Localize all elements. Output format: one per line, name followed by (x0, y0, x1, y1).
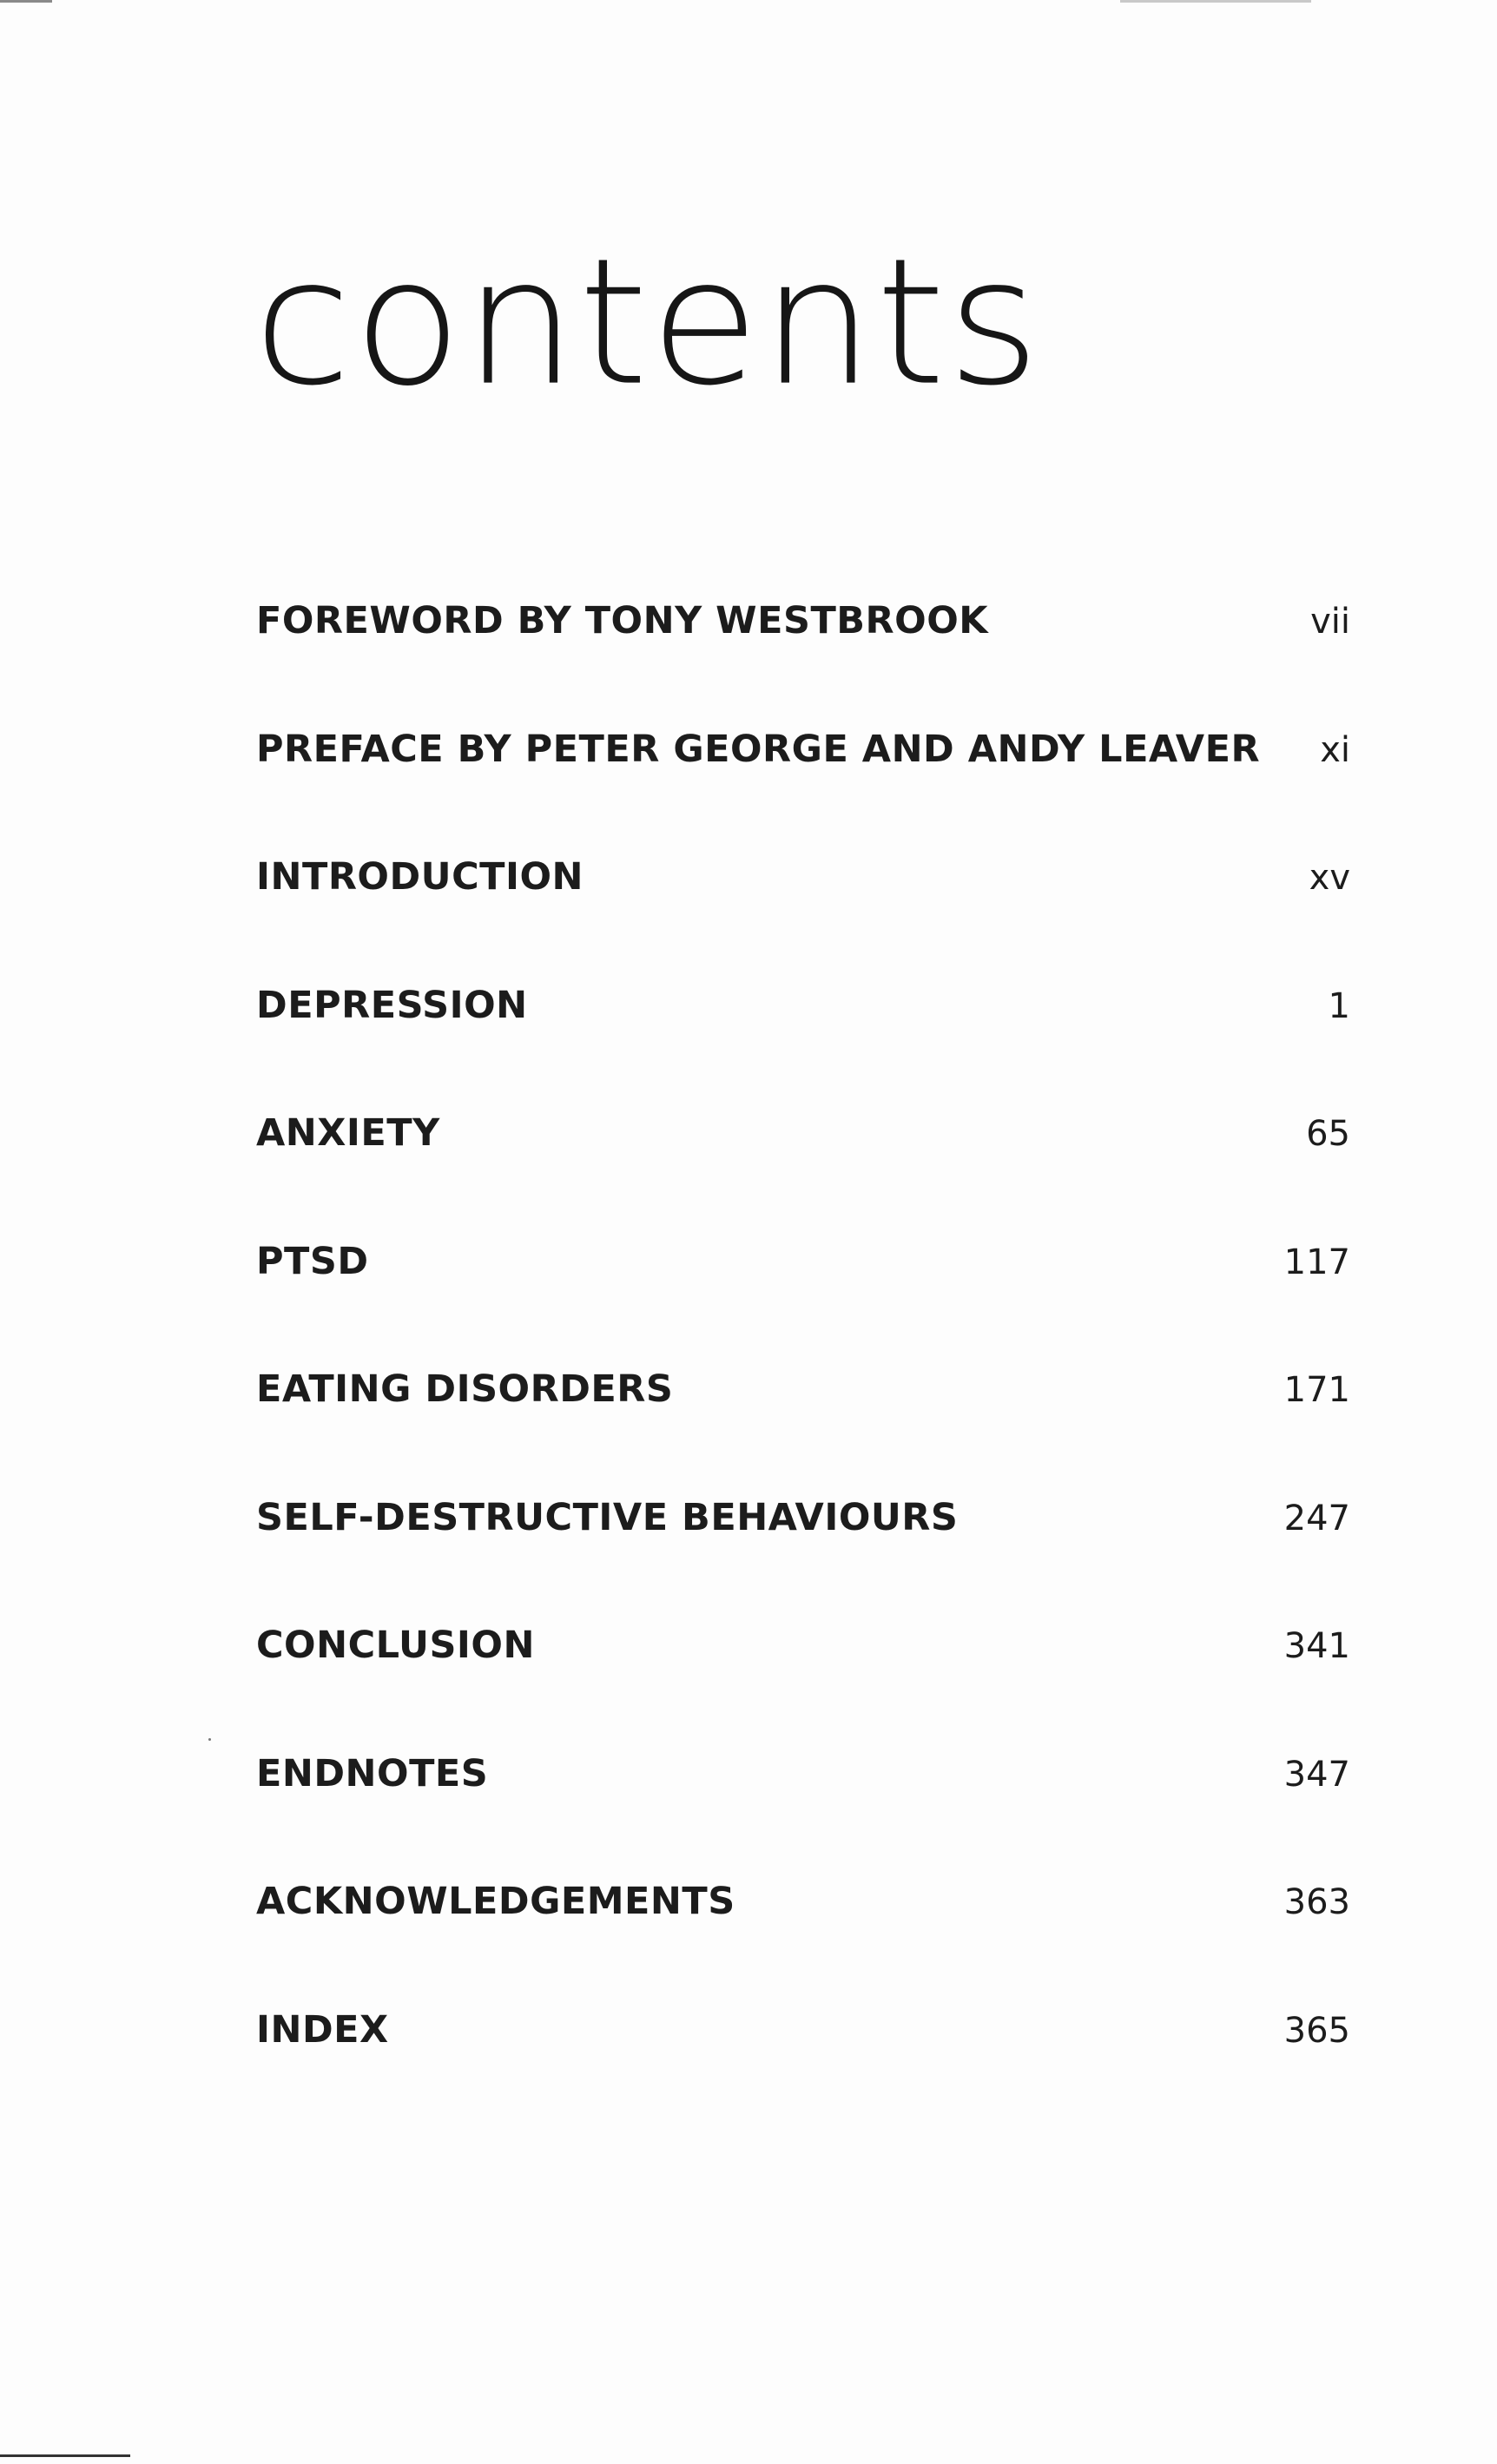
scan-edge-mark (0, 2454, 130, 2457)
toc-entry-page-number: 117 (1283, 1242, 1350, 1282)
toc-entry-depression[interactable] (256, 984, 1350, 1112)
toc-entry-page-number: 171 (1283, 1370, 1350, 1410)
toc-entry-label: SELF-DESTRUCTIVE BEHAVIOURS (256, 1495, 959, 1539)
toc-entry-label: PTSD (256, 1239, 369, 1283)
toc-entry-endnotes[interactable] (256, 1752, 1350, 1881)
toc-entry-label: DEPRESSION (256, 983, 528, 1027)
toc-entry-label: ACKNOWLEDGEMENTS (256, 1880, 735, 1923)
toc-entry-page-number: 347 (1283, 1754, 1350, 1795)
toc-entry-page-number: 363 (1283, 1882, 1350, 1922)
toc-entry-index[interactable] (256, 2008, 1350, 2137)
toc-entry-label: PREFACE BY PETER GEORGE AND ANDY LEAVER (256, 727, 1261, 771)
toc-entry-eating-disorders[interactable] (256, 1367, 1350, 1496)
toc-entry-label: INTRODUCTION (256, 855, 584, 899)
scan-speck (208, 1738, 211, 1741)
toc-entry-page-number: vii (1310, 602, 1350, 642)
toc-entry-page-number: xi (1320, 729, 1350, 770)
toc-entry-ptsd[interactable] (256, 1240, 1350, 1368)
toc-entry-page-number: xv (1309, 858, 1350, 898)
scan-edge-mark (1120, 0, 1311, 3)
toc-entry-label: FOREWORD BY TONY WESTBROOK (256, 599, 989, 642)
scan-edge-mark (0, 0, 52, 3)
toc-entry-anxiety[interactable] (256, 1111, 1350, 1240)
toc-entry-label: ENDNOTES (256, 1751, 489, 1795)
toc-entry-introduction[interactable] (256, 855, 1350, 984)
toc-entry-preface[interactable] (256, 728, 1350, 856)
toc-entry-label: INDEX (256, 2007, 389, 2052)
page-title: contents (254, 221, 1042, 425)
toc-entry-conclusion[interactable] (256, 1624, 1350, 1752)
toc-entry-acknowledgements[interactable] (256, 1880, 1350, 2008)
toc-entry-page-number: 341 (1283, 1626, 1350, 1666)
table-of-contents (256, 599, 1350, 2136)
toc-entry-foreword[interactable] (256, 599, 1350, 728)
toc-entry-label: EATING DISORDERS (256, 1367, 674, 1411)
toc-entry-page-number: 365 (1283, 2010, 1350, 2051)
toc-entry-label: CONCLUSION (256, 1624, 535, 1667)
toc-entry-label: ANXIETY (256, 1111, 440, 1155)
toc-entry-page-number: 247 (1283, 1498, 1350, 1538)
toc-entry-self-destructive-behaviours[interactable] (256, 1496, 1350, 1624)
toc-entry-page-number: 1 (1328, 985, 1350, 1026)
toc-entry-page-number: 65 (1306, 1114, 1350, 1154)
